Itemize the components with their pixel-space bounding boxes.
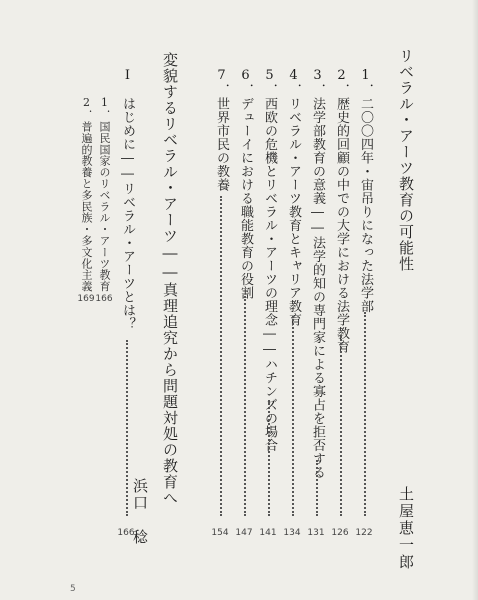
page-ref-1: 122 — [355, 528, 373, 538]
page-ref-5: 141 — [259, 528, 277, 538]
page-ref-9: 166 — [95, 294, 113, 304]
toc-entry-5: 5．西欧の危機とリベラル・アーツの理念――ハチンズの場合 — [262, 68, 277, 452]
leader-dots — [244, 296, 246, 516]
page-ref-6: 147 — [235, 528, 253, 538]
page-ref-4: 134 — [283, 528, 301, 538]
page-ref-7: 154 — [211, 528, 229, 538]
page-ref-10: 169 — [77, 294, 95, 304]
leader-dots — [220, 196, 222, 516]
leader-dots — [126, 340, 128, 516]
leader-dots — [364, 312, 366, 516]
page-ref-3: 131 — [307, 528, 325, 538]
toc-subentry-2: 2．普遍的教養と多民族・多文化主義 — [80, 96, 93, 292]
toc-entry-2: 2．歴史的回顧の中での大学における法学教育 — [334, 68, 349, 354]
chapter-author: 浜口 稔 — [131, 478, 149, 546]
toc-entry-4: 4．リベラル・アーツ教育とキャリア教育 — [286, 68, 301, 327]
leader-dots — [340, 336, 342, 516]
page-ref-2: 126 — [331, 528, 349, 538]
toc-entry-7: 7．世界市民の教養 — [214, 68, 229, 192]
page-ref-8: 166 — [117, 528, 135, 538]
chapter-title: 変貌するリベラル・アーツ――真理追究から問題対処の教育へ — [161, 52, 179, 506]
chapter-author: 土屋恵一郎 — [397, 486, 415, 571]
toc-entry-3: 3．法学部教育の意義――法学的知の専門家による寡占を拒否する — [310, 68, 325, 479]
toc-entry-1: 1．二〇〇四年・宙吊りになった法学部 — [358, 68, 373, 313]
chapter-title: リベラル・アーツ教育の可能性 — [397, 48, 415, 272]
toc-subentry-1: 1．国民国家のリベラル・アーツ教育 — [98, 96, 111, 292]
leader-dots — [316, 460, 318, 516]
toc-entry-8: Ⅰ はじめに――リベラル・アーツとは？ — [120, 68, 135, 331]
toc-entry-6: 6．デューイにおける職能教育の役割 — [238, 68, 253, 300]
leader-dots — [268, 400, 270, 516]
leader-dots — [292, 316, 294, 516]
page-number: 5 — [70, 584, 76, 594]
